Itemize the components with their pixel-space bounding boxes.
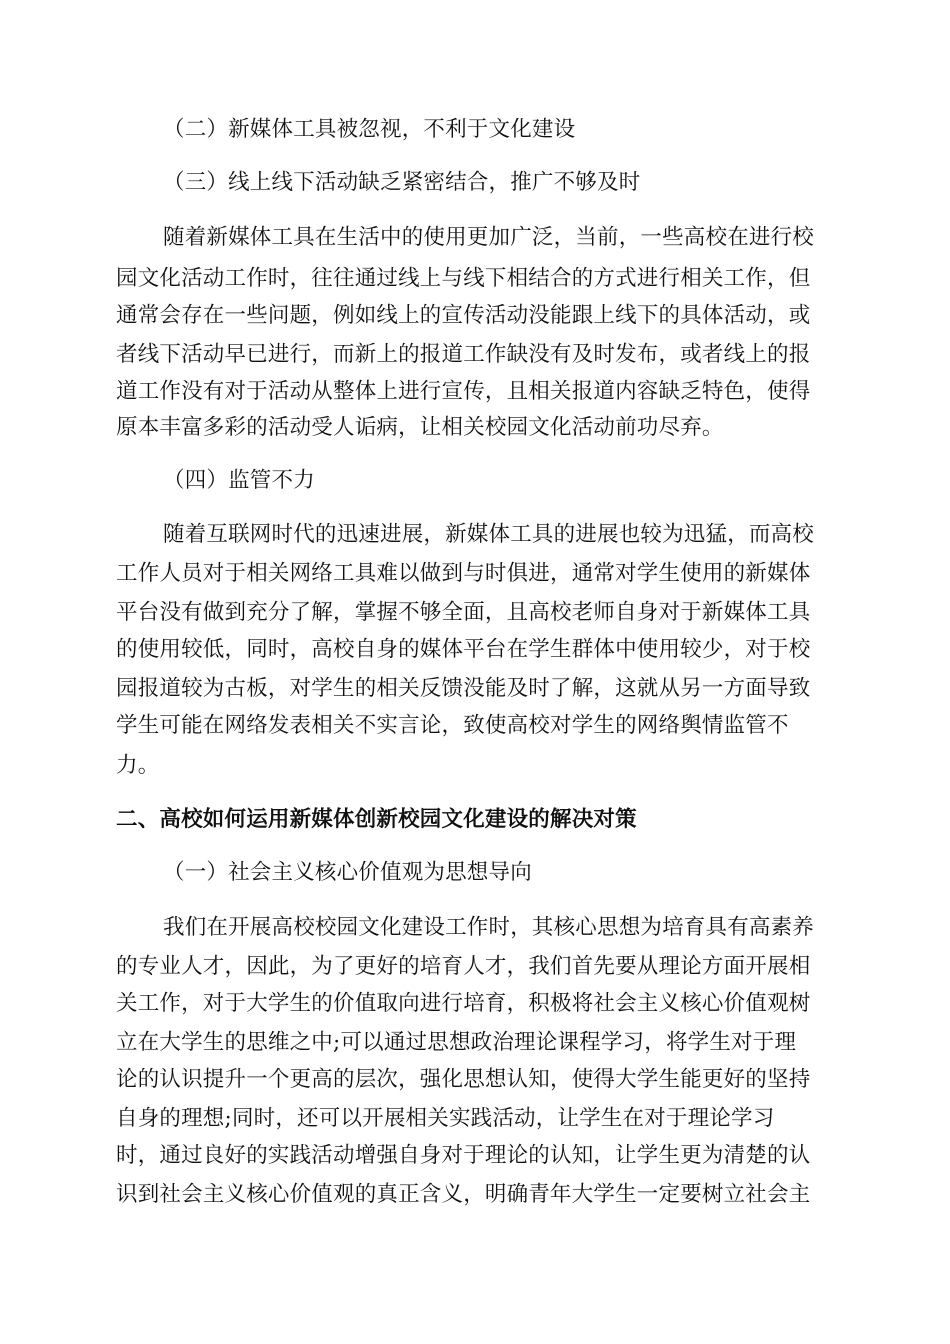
paragraph-line: 道工作没有对于活动从整体上进行宣传，且相关报道内容缺乏特色，使得 (116, 379, 811, 404)
paragraph-line: 园报道较为古板，对学生的相关反馈没能及时了解，这就从另一方面导致 (116, 676, 811, 701)
paragraph-line: 工作人员对于相关网络工具难以做到与时俱进，通常对学生使用的新媒体 (116, 561, 811, 586)
paragraph-line: 随着互联网时代的迅速进展，新媒体工具的进展也较为迅猛，而高校 (163, 522, 815, 547)
paragraph-line: 通常会存在一些问题，例如线上的宣传活动没能跟上线下的具体活动，或 (116, 303, 811, 328)
section-subheading-2: （二）新媒体工具被忽视，不利于文化建设 (163, 117, 576, 142)
section-subheading-4: （四）监管不力 (163, 468, 315, 493)
paragraph-line: 随着新媒体工具在生活中的使用更加广泛，当前，一些高校在进行校 (163, 225, 815, 250)
paragraph-line: 园文化活动工作时，往往通过线上与线下相结合的方式进行相关工作，但 (116, 266, 811, 291)
paragraph-line: 平台没有做到充分了解，掌握不够全面，且高校老师自身对于新媒体工具 (116, 600, 811, 625)
section-subheading-1: （一）社会主义核心价值观为思想导向 (163, 860, 532, 885)
paragraph-line: 自身的理想;同时，还可以开展相关实践活动，让学生在对于理论学习 (116, 1106, 775, 1131)
paragraph-line: 力。 (116, 753, 160, 778)
section-heading-2: 二、高校如何运用新媒体创新校园文化建设的解决对策 (116, 807, 637, 832)
paragraph-line: 识到社会主义核心价值观的真正含义，明确青年大学生一定要树立社会主 (116, 1182, 811, 1207)
paragraph-line: 的专业人才，因此，为了更好的培育人才，我们首先要从理论方面开展相 (116, 954, 811, 979)
paragraph-line: 原本丰富多彩的活动受人诟病，让相关校园文化活动前功尽弃。 (116, 415, 724, 440)
paragraph-line: 立在大学生的思维之中;可以通过思想政治理论课程学习，将学生对于理 (116, 1030, 797, 1055)
paragraph-line: 学生可能在网络发表相关不实言论，致使高校对学生的网络舆情监管不 (116, 713, 789, 738)
section-subheading-3: （三）线上线下活动缺乏紧密结合，推广不够及时 (163, 170, 641, 195)
paragraph-line: 论的认识提升一个更高的层次，强化思想认知，使得大学生能更好的坚持 (116, 1067, 811, 1092)
paragraph-line: 者线下活动早已进行，而新上的报道工作缺没有及时发布，或者线上的报 (116, 342, 811, 367)
paragraph-line: 我们在开展高校校园文化建设工作时，其核心思想为培育具有高素养 (163, 915, 815, 940)
paragraph-line: 时，通过良好的实践活动增强自身对于理论的认知，让学生更为清楚的认 (116, 1143, 811, 1168)
paragraph-line: 关工作，对于大学生的价值取向进行培育，积极将社会主义核心价值观树 (116, 991, 811, 1016)
paragraph-line: 的使用较低，同时，高校自身的媒体平台在学生群体中使用较少，对于校 (116, 637, 811, 662)
